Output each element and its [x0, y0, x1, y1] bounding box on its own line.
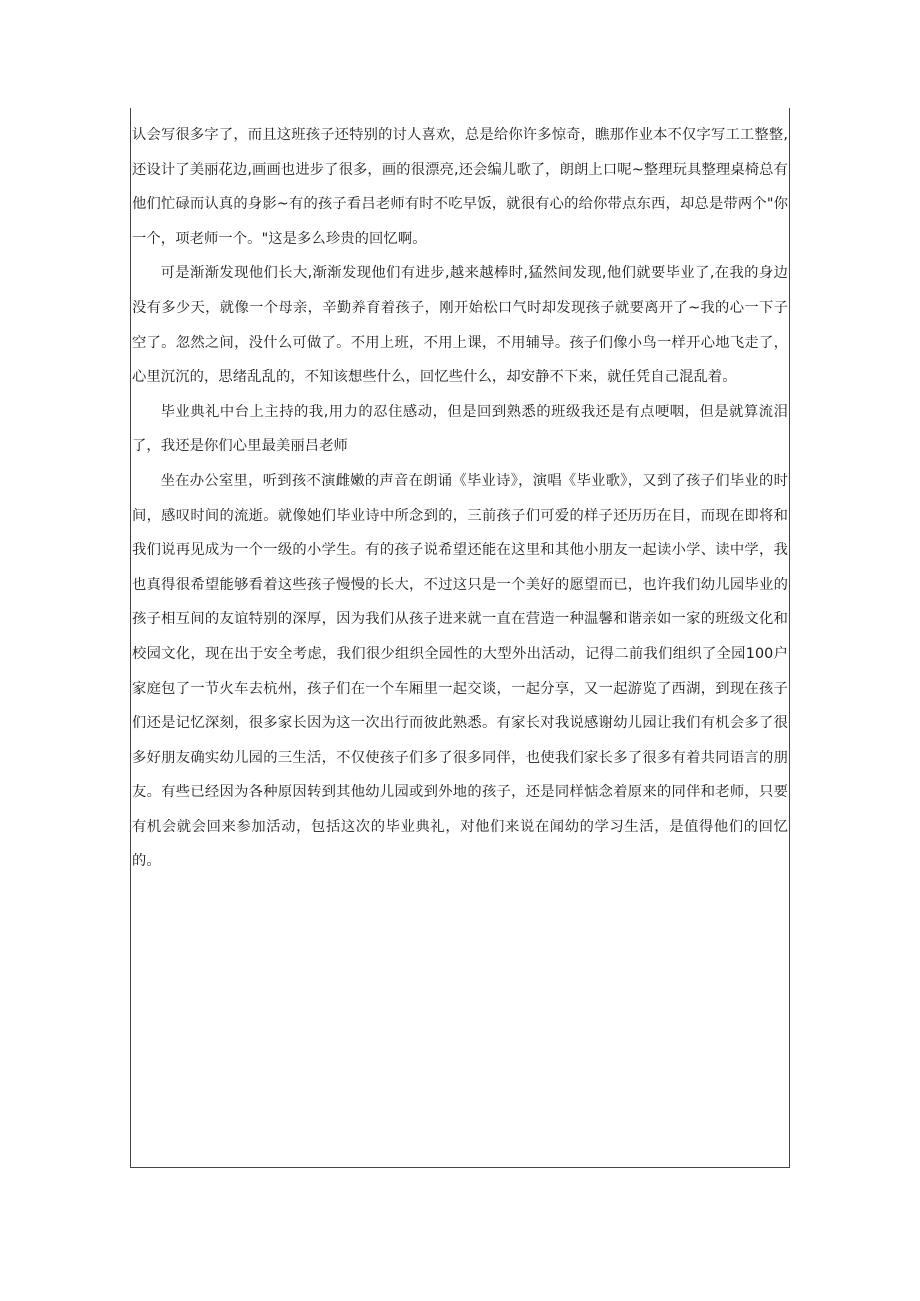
- paragraph-3: 毕业典礼中台上主持的我,用力的忍住感动，但是回到熟悉的班级我还是有点哽咽，但是就算流泪了，我还是你们心里最美丽吕老师: [132, 403, 788, 455]
- paragraph-2: 可是渐渐发现他们长大,渐渐发现他们有进步,越来越棒时,猛然间发现,他们就要毕业了,在我的身边没有多少天，就像一个母亲，辛勤养育着孩子，刚开始松口气时却发现孩子就要离开了~我的心一下子空了。忽然之间，没什么可做了。不用上班，不用上课，不用辅导。孩子们像小鸟一样开心地飞走了，心里沉沉的，思绪乱乱的，不知该想些什么，回忆些什么，却安静不下来，就任凭自己混乱着。: [132, 265, 788, 386]
- paragraph-4: 坐在办公室里，听到孩不演雌嫩的声音在朗诵《毕业诗》，演唱《毕业歌》，又到了孩子们毕业的时间，感叹时间的流逝。就像她们毕业诗中所念到的，三前孩子们可爱的样子还历历在目，而现在即将和我们说再见成为一个一级的小学生。有的孩子说希望还能在这里和其他小朋友一起读小学、读中学，我也真得很希望能够看着这些孩子慢慢的长大，不过这只是一个美好的愿望而已，也许我们幼儿园毕业的孩子相互间的友谊特别的深厚，因为我们从孩子进来就一直在营造一种温馨和谐亲如一家的班级文化和校园文化，现在出于安全考虑，我们很少组织全园性的大型外出活动，记得二前我们组织了全园100户家庭包了一节火车去杭州，孩子们在一个车厢里一起交谈，一起分享，又一起游览了西湖，到现在孩子们还是记忆深刻，很多家长因为这一次出行而彼此熟悉。有家长对我说感谢幼儿园让我们有机会多了很多好朋友确实幼儿园的三生活，不仅使孩子们多了很多同伴，也使我们家长多了很多有着共同语言的朋友。有些已经因为各种原因转到其他幼儿园或到外地的孩子，还是同样惦念着原来的同伴和老师，只要有机会就会回来参加活动，包括这次的毕业典礼，对他们来说在闻幼的学习生活，是值得他们的回忆的。: [132, 472, 788, 870]
- paragraph-1: 认会写很多字了，而且这班孩子还特别的讨人喜欢，总是给你许多惊奇，瞧那作业本不仅字写工工整整,还设计了美丽花边,画画也进步了很多，画的很漂亮,还会编儿歌了，朗朗上口呢~整理玩具整理桌椅总有他们忙碌而认真的身影~有的孩子看吕老师有时不吃早饭，就很有心的给你带点东西，却总是带两个"你一个，项老师一个。"这是多么珍贵的回忆啊。: [132, 127, 788, 247]
- document-body: [132, 118, 788, 879]
